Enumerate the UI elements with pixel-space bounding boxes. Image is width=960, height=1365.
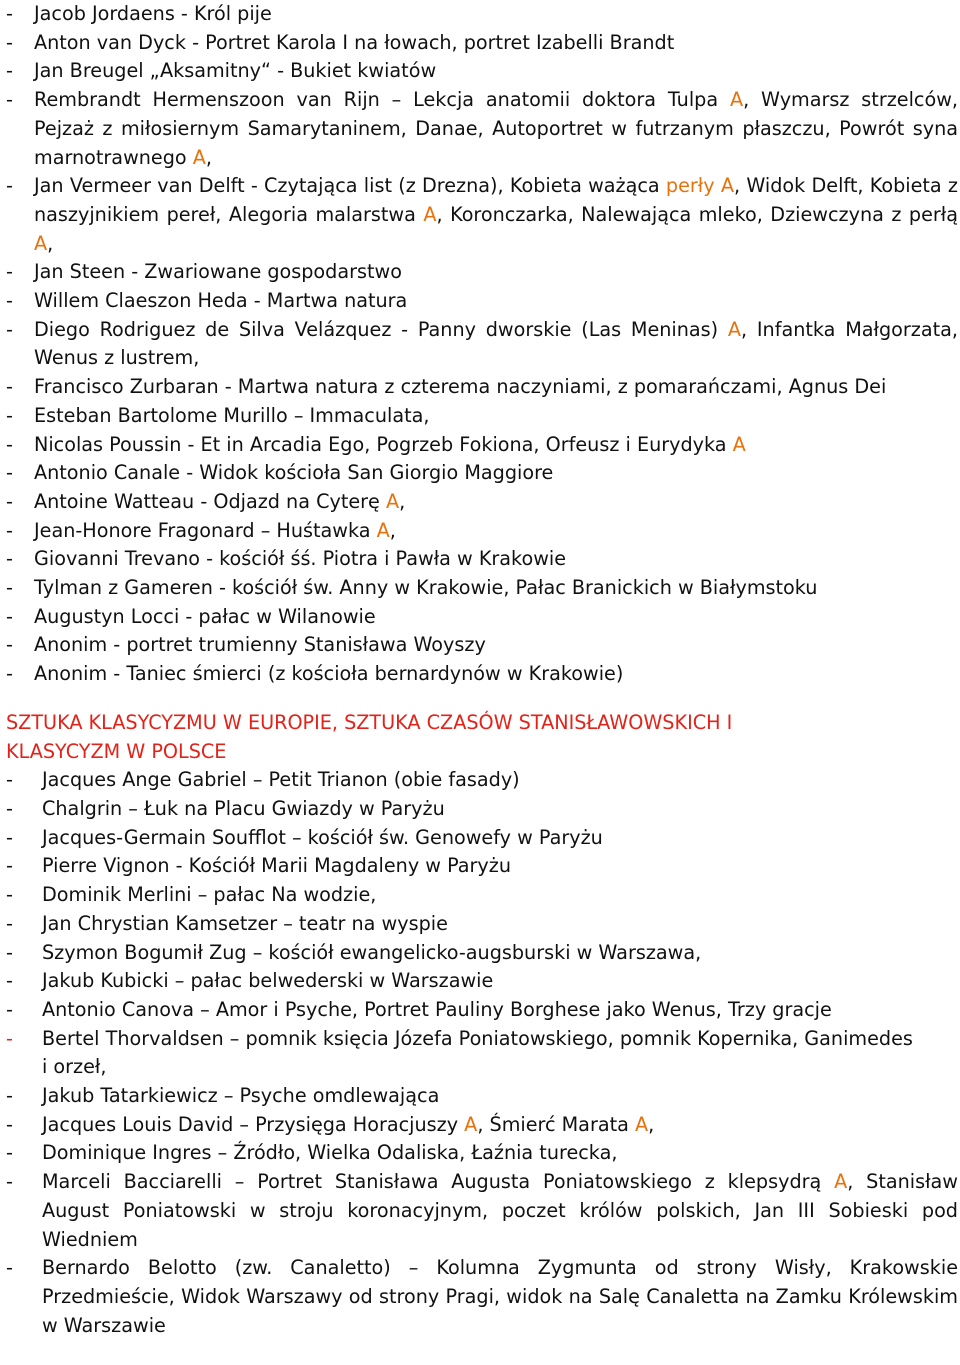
list-item-text [34,660,958,689]
highlight-mark: A [192,145,206,169]
list-item-text [34,488,958,517]
text-segment: , [205,145,212,169]
list-item [0,1025,960,1082]
list-bullet-dash: - [6,969,13,993]
list-bullet-dash: - [6,174,13,198]
list-item-text [42,910,958,939]
list-item [0,766,960,795]
list-item-text [42,1139,958,1168]
highlight-mark: A [34,231,48,255]
list-item [0,287,960,316]
list-item-text [34,172,958,258]
list-item [0,603,960,632]
text-segment: Anton van Dyck - Portret Karola I na łowach, portret Izabelli Brandt [34,30,675,54]
list-item-text [34,373,958,402]
text-segment: Nicolas Poussin - Et in Arcadia Ego, Pogrzeb Fokiona, Orfeusz i Eurydyka [34,432,733,456]
list-bullet-dash: - [6,883,13,907]
text-continuation: i orzeł, [42,1055,107,1079]
list-item-text [34,431,958,460]
text-segment: Pierre Vignon - Kościół Marii Magdaleny w Paryżu [42,854,512,878]
text-segment: Chalgrin – Łuk na Placu Gwiazdy w Paryżu [42,796,445,820]
text-segment: Szymon Bogumił Zug – kościół ewangelicko-augsburski w Warszawa, [42,940,702,964]
artwork-list-classicism [0,766,960,1340]
list-bullet-dash: - [6,30,13,54]
list-bullet-dash: - [6,260,13,284]
text-segment: , Stanisław August Poniatowski w stroju koronacyjnym, poczet królów polskich, Jan III Sobieski pod Wiedniem [42,1170,958,1251]
list-bullet-dash: - [6,911,13,935]
list-item-text [34,29,958,58]
list-item [0,373,960,402]
list-bullet-dash: - [6,1170,13,1194]
list-item-text [34,603,958,632]
list-bullet-dash: - [6,1141,13,1165]
list-item-text [42,967,958,996]
text-segment: Giovanni Trevano - kościół śś. Piotra i Pawła w Krakowie [34,547,567,571]
list-bullet-dash: - [6,768,13,792]
list-item-text [42,996,958,1025]
list-item [0,459,960,488]
list-item [0,29,960,58]
highlight-mark: A [720,174,734,198]
list-item-text [42,1025,958,1082]
text-segment: Marceli Bacciarelli – Portret Stanisława Augusta Poniatowskiego z klepsydrą [42,1170,835,1194]
text-segment: Antonio Canova – Amor i Psyche, Portret Pauliny Borghese jako Wenus, Trzy gracje [42,997,832,1021]
highlight-mark: A [423,202,437,226]
list-item-text [34,316,958,373]
list-item-text [42,795,958,824]
text-segment: , Infantka Małgorzata, Wenus z lustrem, [34,317,958,370]
text-segment: Tylman z Gameren - kościół św. Anny w Krakowie, Pałac Branickich w Białymstoku [34,576,818,600]
list-bullet-dash: - [6,633,13,657]
list-item [0,431,960,460]
text-segment: Francisco Zurbaran - Martwa natura z czterema naczyniami, z pomarańczami, Agnus Dei [34,375,887,399]
list-bullet-dash: - [6,88,13,112]
list-bullet-dash: - [6,403,13,427]
list-item [0,852,960,881]
list-bullet-dash: - [6,576,13,600]
text-segment: Diego Rodriguez de Silva Velázquez - Panny dworskie (Las Meninas) [34,317,728,341]
text-segment: Bertel Thorvaldsen – pomnik księcia Józefa Poniatowskiego, pomnik Kopernika, Ganimedes [42,1026,913,1050]
text-segment: Bernardo Belotto (zw. Canaletto) – Kolumna Zygmunta od strony Wisły, Krakowskie Przedmieście, Widok Warszawy od strony Pragi, widok na Salę Canaletta na Zamku Królewskim w Warszawie [42,1256,958,1337]
list-item-text [34,287,958,316]
text-segment: Jan Vermeer van Delft - Czytająca list (z Drezna), Kobieta ważąca [34,174,666,198]
list-bullet-dash: - [6,662,13,686]
text-segment: Rembrandt Hermenszoon van Rijn – Lekcja anatomii doktora Tulpa [34,88,730,112]
highlight-mark: A [385,489,400,513]
list-bullet-dash: - [6,1084,13,1108]
list-item [0,939,960,968]
text-segment: Anonim - Taniec śmierci (z kościoła bernardynów w Krakowie) [34,662,624,686]
list-bullet-dash: - [6,1112,13,1136]
list-bullet-dash: - [6,317,13,341]
list-item-text [34,57,958,86]
list-item [0,172,960,258]
text-segment: Jacques Ange Gabriel – Petit Trianon (obie fasady) [42,768,520,792]
highlight-mark: A [729,88,744,112]
list-bullet-dash: - [6,940,13,964]
list-item-text [34,545,958,574]
list-item [0,996,960,1025]
list-bullet-dash: - [6,489,13,513]
list-item [0,488,960,517]
text-segment: Anonim - portret trumienny Stanisława Woyszy [34,633,486,657]
list-item [0,57,960,86]
text-segment: , Wymarsz strzelców, Pejzaż z miłosiernym Samarytaninem, Danae, Autoportret w futrzanym płaszczu, Powrót syna marnotrawnego [34,88,959,169]
text-segment: , Widok Delft, Kobieta z naszyjnikiem pereł, Alegoria malarstwa [34,174,958,226]
list-item [0,545,960,574]
list-item-text [34,402,958,431]
text-segment: , Koronczarka, Nalewająca mleko, Dziewczyna z perłą [436,202,958,226]
list-item [0,1082,960,1111]
highlight-mark: A [732,432,746,456]
list-bullet-dash: - [6,375,13,399]
list-item [0,1139,960,1168]
text-segment: Jan Breugel „Aksamitny“ - Bukiet kwiatów [34,59,437,83]
list-item [0,1254,960,1340]
highlight-mark: perły [665,174,715,198]
highlight-mark: A [376,518,390,542]
text-segment: Augustyn Locci - pałac w Wilanowie [34,604,376,628]
list-item [0,1168,960,1254]
section-heading-line-2: KLASYCYZM W POLSCE [6,739,227,763]
list-bullet-dash: - [6,604,13,628]
list-bullet-dash: - [6,59,13,83]
text-segment: , [47,231,54,255]
list-item-text [34,86,958,172]
list-item-text [42,852,958,881]
list-bullet-dash: - [6,518,13,542]
list-bullet-dash: - [6,825,13,849]
list-item [0,1111,960,1140]
list-bullet-dash: - [6,2,13,25]
text-segment: Jan Chrystian Kamsetzer – teatr na wyspie [42,911,448,935]
list-bullet-dash: - [6,547,13,571]
list-item-text [34,517,958,546]
section-classicism [0,709,960,1340]
text-segment: Dominik Merlini – pałac Na wodzie, [42,883,377,907]
text-segment: Esteban Bartolome Murillo – Immaculata, [34,403,430,427]
list-item-text [34,459,958,488]
list-item [0,517,960,546]
highlight-mark: A [834,1170,848,1194]
text-segment: , [648,1112,655,1136]
list-item [0,660,960,689]
list-item [0,316,960,373]
highlight-mark: A [464,1112,478,1136]
list-item-text [42,939,958,968]
text-segment: , [399,489,406,513]
list-bullet-dash: - [6,289,13,313]
text-segment: Antonio Canale - Widok kościoła San Giorgio Maggiore [34,461,554,485]
list-bullet-dash: - [6,1026,13,1050]
list-item [0,574,960,603]
text-segment: Jean-Honore Fragonard – Huśtawka [34,518,377,542]
text-segment: Dominique Ingres – Źródło, Wielka Odaliska, Łaźnia turecka, [42,1141,618,1165]
list-bullet-dash: - [6,997,13,1021]
list-item-text [34,0,958,29]
highlight-mark: A [727,317,742,341]
list-item [0,258,960,287]
list-item-text [42,1111,958,1140]
text-segment: Antoine Watteau - Odjazd na Cyterę [34,489,386,513]
text-segment: Jakub Kubicki – pałac belwederski w Warszawie [42,969,494,993]
text-segment: Jan Steen - Zwariowane gospodarstwo [34,260,402,284]
list-bullet-dash: - [6,432,13,456]
list-item [0,0,960,29]
list-bullet-dash: - [6,854,13,878]
list-item-text [42,824,958,853]
list-item [0,86,960,172]
text-segment: Jacob Jordaens - Król pije [34,2,272,25]
text-segment: Jakub Tatarkiewicz – Psyche omdlewająca [42,1084,440,1108]
list-bullet-dash: - [6,1256,13,1280]
text-segment: Jacques-Germain Soufflot – kościół św. Genowefy w Paryżu [42,825,603,849]
list-item-text [42,1082,958,1111]
list-item-text [42,1168,958,1254]
list-bullet-dash: - [6,461,13,485]
list-item-text [34,574,958,603]
list-item-text [42,1254,958,1340]
list-item-text [42,766,958,795]
list-item [0,881,960,910]
list-item [0,967,960,996]
section-heading [0,709,906,766]
list-item-text [34,631,958,660]
list-item-text [42,881,958,910]
list-item [0,402,960,431]
list-item [0,795,960,824]
list-item [0,910,960,939]
section-heading-line-1: SZTUKA KLASYCYZMU W EUROPIE, SZTUKA CZASÓW STANISŁAWOWSKICH I [6,710,733,734]
text-segment: , [389,518,396,542]
list-item [0,631,960,660]
list-item [0,824,960,853]
text-segment: Jacques Louis David – Przysięga Horacjuszy [42,1112,465,1136]
text-segment: , Śmierć Marata [477,1112,635,1136]
highlight-mark: A [634,1112,649,1136]
list-item-text [34,258,958,287]
list-bullet-dash: - [6,796,13,820]
text-segment: Willem Claeszon Heda - Martwa natura [34,289,408,313]
